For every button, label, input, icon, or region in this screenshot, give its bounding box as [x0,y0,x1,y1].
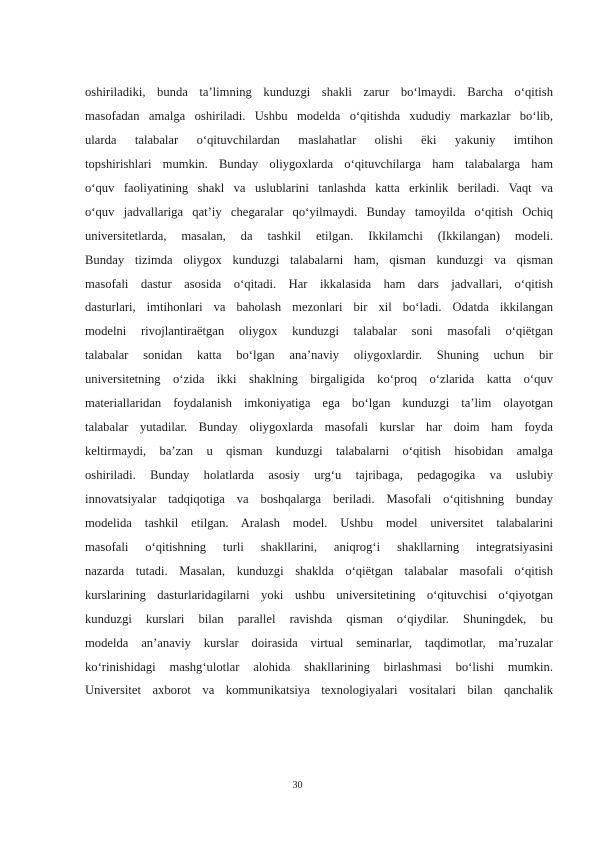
text-line: talabalar sonidan katta bo‘lgan ana’naviy oliygoxlardir. Shuning uchun bir [85,348,553,363]
text-line: Bunday tizimda oliygox kunduzgi talabalarni ham, qisman kunduzgi va qisman [85,252,553,267]
text-line: modelni rivojlantiraёtgan oliygox kunduzgi talabalar soni masofali o‘qiёtgan [85,324,553,339]
text-line: ularda talabalar o‘qituvchilardan maslahatlar olishi ёki yakuniy imtihon [85,132,553,147]
text-line: modelda an’anaviy kurslar doirasida virtual seminarlar, taqdimotlar, ma’ruzalar [85,635,553,650]
text-line: universitetning o‘zida ikki shaklning birgaligida ko‘proq o‘zlarida katta o‘quv [85,372,553,387]
text-line: oshiriladi. Bunday holatlarda asosiy urg‘u tajribaga, pedagogika va uslubiy [85,468,553,482]
text-line: masofali dastur asosida o‘qitadi. Har ikkalasida ham dars jadvallari, o‘qitish [85,276,553,291]
text-line: kurslarining dasturlaridagilarni yoki ushbu universitetining o‘qituvchisi o‘qiyotgan [85,587,553,602]
text-line: ko‘rinishidagi mashg‘ulotlar alohida shakllarining birlashmasi bo‘lishi mumkin. [85,659,553,674]
text-line: Universitet axborot va kommunikatsiya texnologiyalari vositalari bilan qanchalik [85,683,553,698]
text-line: masofali o‘qitishning turli shakllarini, aniqrog‘i shakllarning integratsiyasini [85,539,553,554]
text-line: nazarda tutadi. Masalan, kunduzgi shaklda o‘qiёtgan talabalar masofali o‘qitish [85,563,553,578]
body-paragraph [85,81,553,703]
text-line: materiallaridan foydalanish imkoniyatiga ega bo‘lgan kunduzgi ta’lim olayotgan [85,396,553,411]
text-line: topshirishlari mumkin. Bunday oliygoxlarda o‘qituvchilarga ham talabalarga ham [85,156,553,171]
text-line: innovatsiyalar tadqiqotiga va boshqalarga beriladi. Masofali o‘qitishning bunday [85,491,553,506]
text-line: keltirmaydi, ba’zan u qisman kunduzgi talabalarni o‘qitish hisobidan amalga [85,444,553,459]
page-number: 30 [292,780,303,791]
text-line: kunduzgi kurslari bilan parallel ravishda qisman o‘qiydilar. Shuningdek, bu [85,611,553,626]
text-line: oshiriladiki, bunda ta’limning kunduzgi shakli zarur bo‘lmaydi. Barcha o‘qitish [85,85,553,99]
text-line: o‘quv faoliyatining shakl va uslublarini tanlashda katta erkinlik beriladi. Vaqt va [85,180,553,195]
text-line: universitetlarda, masalan, da tashkil etilgan. Ikkilamchi (Ikkilangan) modeli. [85,228,553,243]
text-line: modelida tashkil etilgan. Aralash model. Ushbu model universitet talabalarini [85,515,553,530]
text-line: dasturlari, imtihonlari va baholash mezonlari bir xil bo‘ladi. Odatda ikkilangan [85,300,553,315]
text-line: masofadan amalga oshiriladi. Ushbu modelda o‘qitishda xududiy markazlar bo‘lib, [85,108,553,123]
text-line: o‘quv jadvallariga qat’iy chegaralar qo‘yilmaydi. Bunday tamoyilda o‘qitish Ochiq [85,204,553,219]
text-line: talabalar yutadilar. Bunday oliygoxlarda masofali kurslar har doim ham foyda [85,420,553,435]
